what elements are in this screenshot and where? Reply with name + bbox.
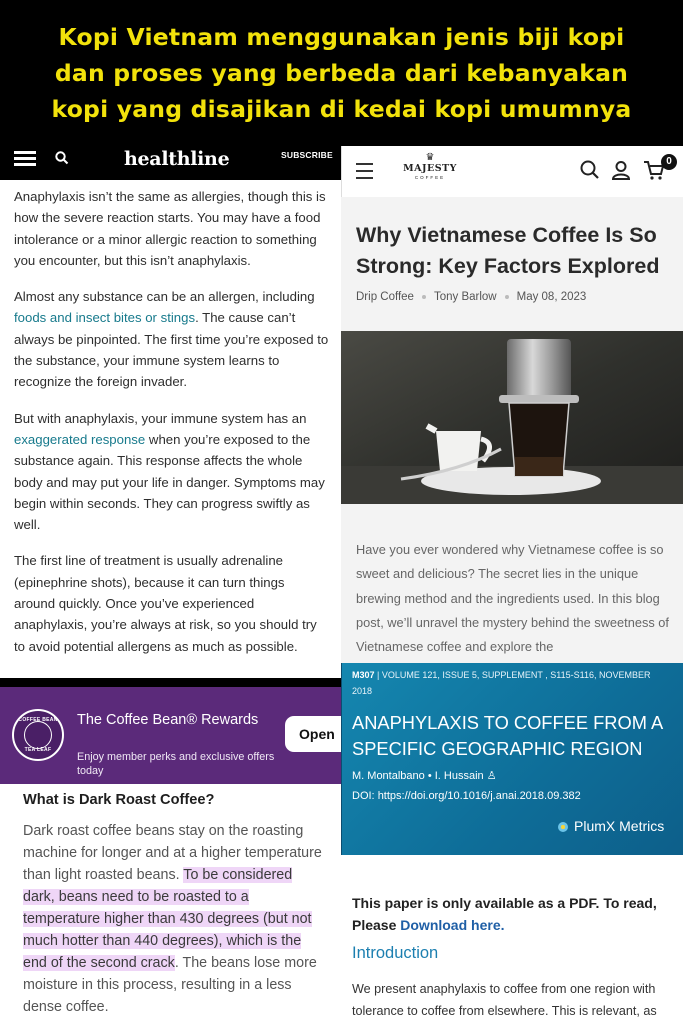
paper-authors[interactable]: M. Montalbano • I. Hussain ♙ (352, 770, 497, 782)
cart-count-badge: 0 (661, 154, 677, 170)
introduction-heading: Introduction (352, 944, 439, 962)
caption-banner (0, 0, 683, 146)
doi[interactable]: DOI: https://doi.org/10.1016/j.anai.2018.09.382 (352, 790, 581, 802)
plumx-icon (558, 822, 568, 832)
date: May 08, 2023 (516, 291, 587, 303)
introduction-text: We present anaphylaxis to coffee from one region with tolerance to coffee from elsewhere. This is relevant, as (352, 982, 657, 1018)
healthline-logo[interactable]: healthline (124, 148, 230, 170)
article-excerpt: Have you ever wondered why Vietnamese coffee is so sweet and delicious? The secret lies in the unique brewing method and the ingredients used. In this blog post, we’ll unravel the mystery behind the sweetness of Vietnamese coffee and explore the (356, 542, 669, 655)
allergen-link[interactable]: foods and insect bites or stings (14, 310, 196, 326)
open-button[interactable]: Open (285, 716, 355, 752)
article-title: Why Vietnamese Coffee Is So Strong: Key Factors Explored (356, 223, 660, 278)
doi-link[interactable]: https://doi.org/10.1016/j.anai.2018.09.382 (377, 790, 581, 802)
dark-roast-section (0, 784, 341, 1024)
paper-title: ANAPHYLAXIS TO COFFEE FROM A SPECIFIC GEOGRAPHIC REGION (352, 712, 663, 759)
paragraph: Anaphylaxis isn’t the same as allergies, though this is how the severe reaction starts. You may have a food intolerance or a minor allergic reaction to something you encounter, but this isn’t anaphylaxis. (14, 189, 326, 268)
person-icon: ♙ (486, 770, 497, 782)
article-meta (356, 291, 586, 303)
account-icon[interactable] (610, 159, 632, 181)
pdf-notice: This paper is only available as a PDF. To read, Please Download here. (352, 895, 657, 933)
majesty-logo[interactable]: ♛ MAJESTY COFFEE (403, 152, 457, 180)
section-heading: What is Dark Roast Coffee? (23, 792, 215, 808)
paragraph: The first line of treatment is usually adrenaline (epinephrine shots), because it can turn things around quickly. Once you’ve experienced anaphylaxis, you’re always at risk, so you should try to avoid potential allergens as much as possible. (14, 553, 317, 654)
search-icon[interactable] (579, 159, 601, 181)
ad-title: The Coffee Bean® Rewards (77, 712, 259, 728)
banner-line: Kopi Vietnam menggunakan jenis biji kopi (58, 23, 625, 51)
vietnamese-coffee-photo (341, 331, 683, 504)
download-link[interactable]: Download here. (400, 917, 505, 933)
plumx-metrics-link[interactable]: PlumX Metrics (558, 818, 664, 834)
ad-description: Enjoy member perks and exclusive offers today (77, 751, 275, 777)
journal-reference: M307 | VOLUME 121, ISSUE 5, SUPPLEMENT , S115-S116, NOVEMBER 2018 (352, 670, 651, 696)
category-link[interactable]: Drip Coffee (356, 291, 414, 303)
healthline-article (0, 180, 341, 678)
subscribe-link[interactable]: SUBSCRIBE (281, 150, 333, 160)
paragraph: Almost any substance can be an allergen, including foods and insect bites or stings. The cause can’t always be pinpointed. The first time you’re exposed to the substance, your immune system learns to recognize the foreign invader. (14, 289, 329, 390)
highlighted-text: To be considered dark, beans need to be roasted to a temperature higher than 430 degrees (but not much hotter than 440 degrees), which is the end of the second crack (23, 867, 312, 971)
author: Tony Barlow (433, 291, 497, 303)
paragraph: Dark roast coffee beans stay on the roasting machine for longer and at a higher temperature than light roasted beans. To be considered dark, beans need to be roasted to a temperature higher than 430 degrees (but not much hotter than 440 degrees), which is the end of the second crack. The beans lose more moisture in this process, resulting in a less dense coffee. (23, 823, 322, 1015)
search-icon[interactable] (54, 150, 70, 166)
hamburger-menu-icon[interactable] (356, 163, 373, 184)
banner-line: dan proses yang berbeda dari kebanyakan (54, 59, 629, 87)
coffee-bean-logo: COFFEE BEAN TEA LEAF (12, 709, 64, 761)
banner-line: kopi yang disajikan di kedai kopi umumnya (51, 95, 632, 123)
exaggerated-response-link[interactable]: exaggerated response (14, 431, 146, 447)
hamburger-menu-icon[interactable] (14, 151, 36, 169)
paragraph: But with anaphylaxis, your immune system has an exaggerated response when you’re exposed to the substance again. This response affects the whole body and may put your life in danger. Symptoms may begin within seconds. They can progress swiftly as well. (14, 410, 325, 533)
coffee-bean-ad[interactable] (0, 678, 341, 784)
